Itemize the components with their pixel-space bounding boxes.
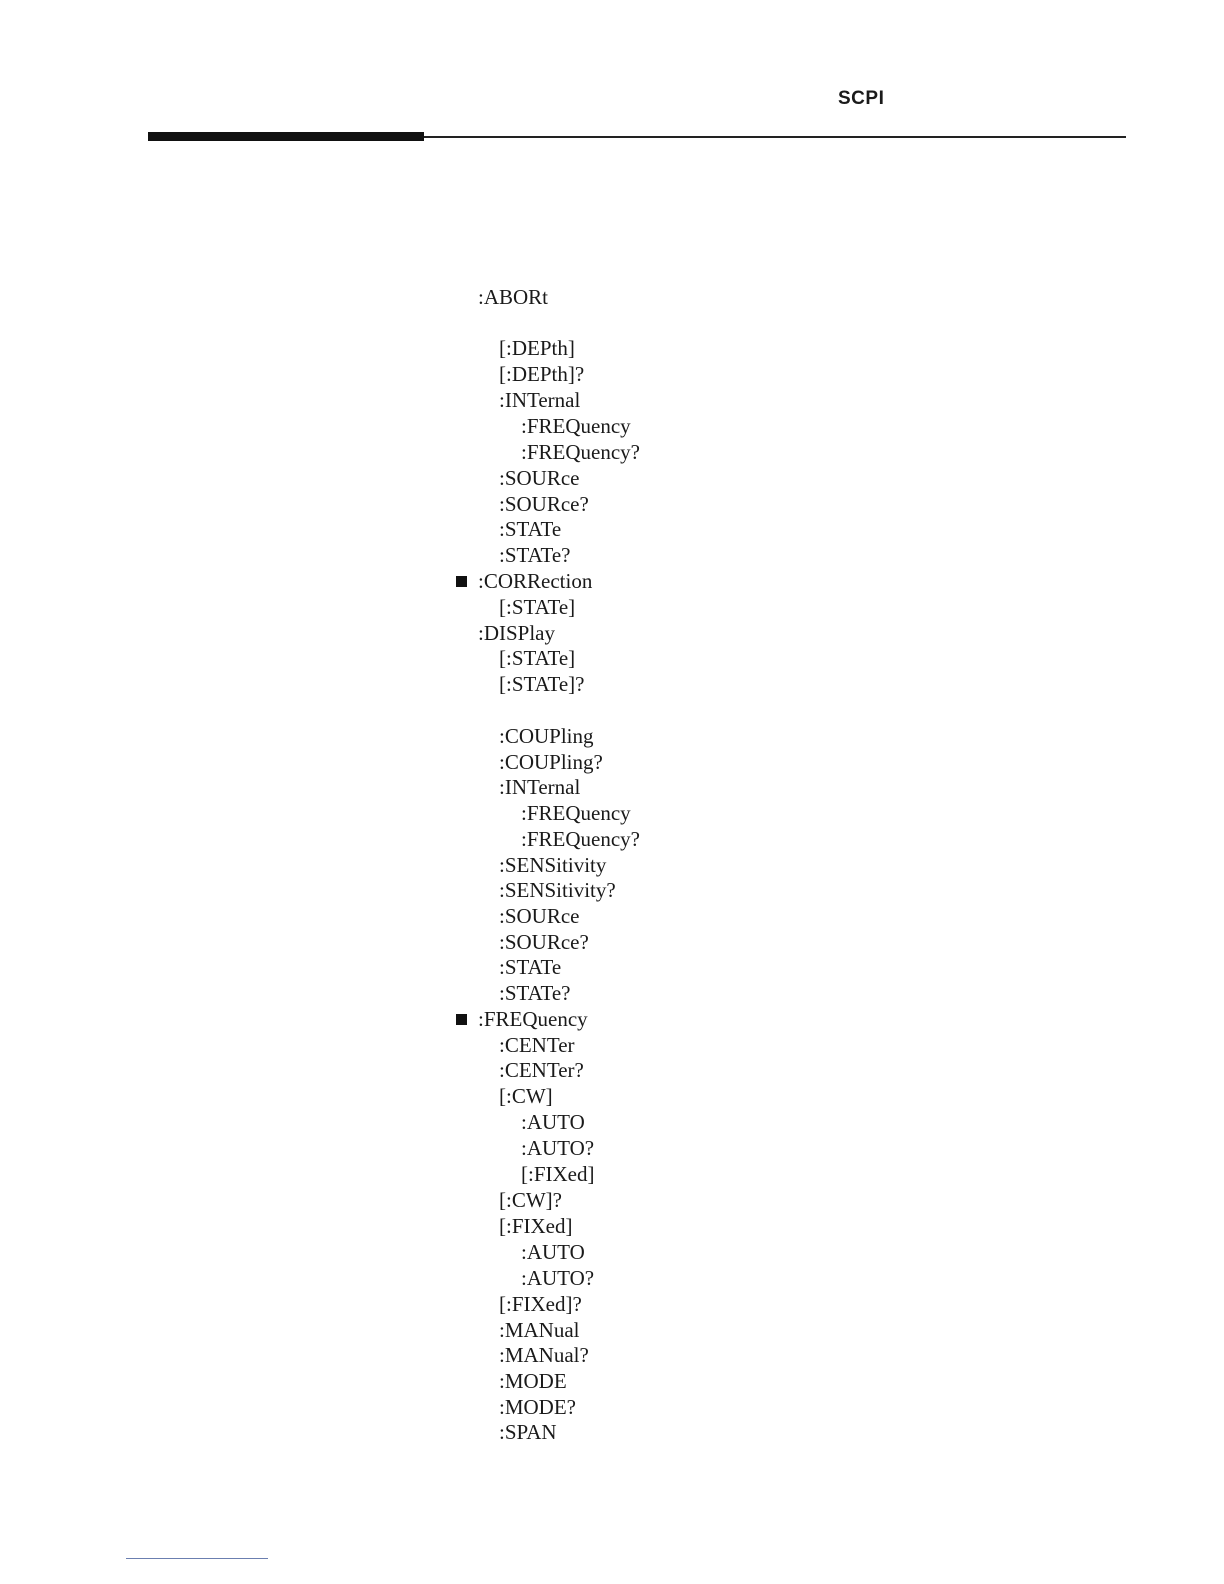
command-item: :INTernal	[499, 775, 581, 799]
command-item: [:STATe]?	[499, 672, 585, 696]
command-item: :COUPling?	[499, 750, 603, 774]
command-item: :COUPling	[499, 724, 594, 748]
command-item: [:FIXed]	[499, 1214, 573, 1238]
new-command-bullet-icon	[456, 1014, 467, 1025]
command-item: [:FIXed]	[521, 1162, 595, 1186]
command-item: :ABORt	[478, 285, 549, 309]
command-item: :FREQuency	[521, 801, 631, 825]
command-item: :CENTer?	[499, 1058, 584, 1082]
command-item: :AUTO	[521, 1110, 585, 1134]
command-item: :STATe?	[499, 981, 571, 1005]
command-item: :MODE	[499, 1369, 567, 1393]
command-item: [:STATe]	[499, 646, 576, 670]
command-item: :MANual?	[499, 1343, 589, 1367]
command-item: :SENSitivity?	[499, 878, 616, 902]
command-item: :STATe?	[499, 543, 571, 567]
command-item: :STATe	[499, 955, 562, 979]
page-header-title: SCPI	[838, 88, 885, 109]
command-item: :STATe	[499, 517, 562, 541]
command-item: :FREQuency?	[521, 440, 640, 464]
command-item: :SOURce?	[499, 930, 589, 954]
command-item: :FREQuency?	[521, 827, 640, 851]
command-item: :MANual	[499, 1318, 580, 1342]
command-item: [:STATe]	[499, 595, 576, 619]
command-item: :AUTO?	[521, 1136, 595, 1160]
new-command-bullet-icon	[456, 576, 467, 587]
command-item: [:CW]	[499, 1084, 553, 1108]
command-item: :CENTer	[499, 1033, 575, 1057]
command-item: :SOURce	[499, 904, 580, 928]
command-item: [:DEPth]	[499, 336, 575, 360]
command-item: :FREQuency	[521, 414, 631, 438]
command-item: :SPAN	[499, 1420, 557, 1444]
command-item: [:DEPth]?	[499, 362, 585, 386]
command-item: :CORRection	[478, 569, 593, 593]
command-item: :SOURce?	[499, 492, 589, 516]
command-item: :MODE?	[499, 1395, 576, 1419]
footer-rule	[126, 1558, 268, 1559]
command-item: :AUTO	[521, 1240, 585, 1264]
command-item: :DISPlay	[478, 621, 556, 645]
command-item: [:CW]?	[499, 1188, 562, 1212]
command-item: :INTernal	[499, 388, 581, 412]
command-item: :SENSitivity	[499, 853, 607, 877]
command-item: :AUTO?	[521, 1266, 595, 1290]
command-item: [:FIXed]?	[499, 1292, 582, 1316]
command-item: :SOURce	[499, 466, 580, 490]
command-item: :FREQuency	[478, 1007, 588, 1031]
